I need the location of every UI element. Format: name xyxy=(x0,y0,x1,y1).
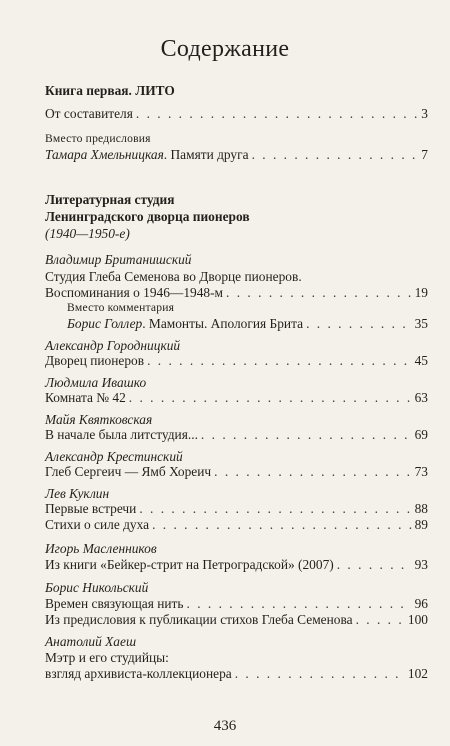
entry-title-line: Мэтр и его студийцы: xyxy=(45,650,169,665)
entry-title-text: . Мамонты. Апология Брита xyxy=(142,316,304,331)
entry-title: Времен связующая нить xyxy=(45,596,184,611)
entry-title: взгляд архивиста-коллекционера xyxy=(45,666,232,681)
entry-author: Лев Куклин xyxy=(45,486,110,501)
leader-dots xyxy=(187,595,412,612)
toc-entry xyxy=(45,389,428,406)
toc-entry xyxy=(45,611,428,628)
leader-dots xyxy=(356,611,405,628)
entry-author: Борис Никольский xyxy=(45,580,149,595)
entry-title: Из предисловия к публикации стихов Глеба Семенова xyxy=(45,612,353,627)
section-heading-line2: Ленинградского дворца пионеров xyxy=(45,209,250,224)
entry-author: Майя Квятковская xyxy=(45,412,153,427)
entry-title xyxy=(67,315,303,332)
entry-title: Из книги «Бейкер-стрит на Петроградской» (2007) xyxy=(45,557,334,572)
leader-dots xyxy=(139,500,411,517)
toc-entry xyxy=(45,500,428,517)
page-number: 63 xyxy=(414,390,428,405)
page-number: 45 xyxy=(414,353,428,368)
leader-dots xyxy=(136,105,418,122)
entry-note: Вместо предисловия xyxy=(45,132,151,145)
entry-title: Глеб Сергеич — Ямб Хореич xyxy=(45,464,212,479)
page-number: 35 xyxy=(414,316,428,331)
entry-author: Александр Крестинский xyxy=(45,449,183,464)
page-number: 7 xyxy=(421,147,428,162)
page-number: 102 xyxy=(407,666,428,681)
section-heading-line1: Литературная студия xyxy=(45,192,175,207)
page-number: 96 xyxy=(414,596,428,611)
entry-title-line: Студия Глеба Семенова во Дворце пионеров. xyxy=(45,269,302,284)
entry-author: Игорь Масленников xyxy=(45,541,157,556)
entry-title: От составителя xyxy=(45,106,133,121)
page-number: 73 xyxy=(414,464,428,479)
toc-entry xyxy=(45,463,428,480)
page-number: 3 xyxy=(421,106,428,121)
entry-author: Анатолий Хаеш xyxy=(45,634,137,649)
entry-author: Борис Голлер xyxy=(67,316,143,331)
leader-dots xyxy=(147,352,412,369)
leader-dots xyxy=(214,463,411,480)
toc-entry xyxy=(45,595,428,612)
entry-title: Стихи о силе духа xyxy=(45,517,150,532)
book-heading: Книга первая. ЛИТО xyxy=(45,83,175,98)
page-number: 69 xyxy=(414,427,428,442)
toc-entry xyxy=(45,105,428,122)
page-folio: 436 xyxy=(213,718,237,734)
leader-dots xyxy=(306,315,412,332)
entry-author: Александр Городницкий xyxy=(45,338,181,353)
leader-dots xyxy=(252,146,419,163)
entry-title-text: . Памяти друга xyxy=(163,147,249,162)
toc-entry xyxy=(45,665,428,682)
entry-author: Людмила Ивашко xyxy=(45,375,147,390)
entry-title: Воспоминания о 1946—1948-м xyxy=(45,285,224,300)
entry-title: Дворец пионеров xyxy=(45,353,145,368)
leader-dots xyxy=(337,556,412,573)
leader-dots xyxy=(235,665,405,682)
entry-title: В начале была литстудия... xyxy=(45,427,198,442)
page-number: 93 xyxy=(414,557,428,572)
toc-entry xyxy=(45,516,428,533)
toc-entry xyxy=(67,315,428,332)
entry-title xyxy=(45,146,249,163)
section-years: (1940—1950-е) xyxy=(45,226,130,241)
entry-title: Первые встречи xyxy=(45,501,137,516)
toc-entry xyxy=(45,352,428,369)
entry-author: Владимир Британишский xyxy=(45,252,192,267)
entry-title: Комната № 42 xyxy=(45,390,126,405)
page-number: 88 xyxy=(414,501,428,516)
page-number: 19 xyxy=(414,285,428,300)
leader-dots xyxy=(152,516,412,533)
page-number: 89 xyxy=(414,517,428,532)
toc-entry xyxy=(45,426,428,443)
page-title: Содержание xyxy=(160,36,290,62)
entry-note: Вместо комментария xyxy=(67,301,175,314)
leader-dots xyxy=(129,389,412,406)
toc-entry xyxy=(45,556,428,573)
leader-dots xyxy=(201,426,412,443)
toc-entry xyxy=(45,146,428,163)
page-number: 100 xyxy=(407,612,428,627)
entry-author: Тамара Хмельницкая xyxy=(45,147,164,162)
